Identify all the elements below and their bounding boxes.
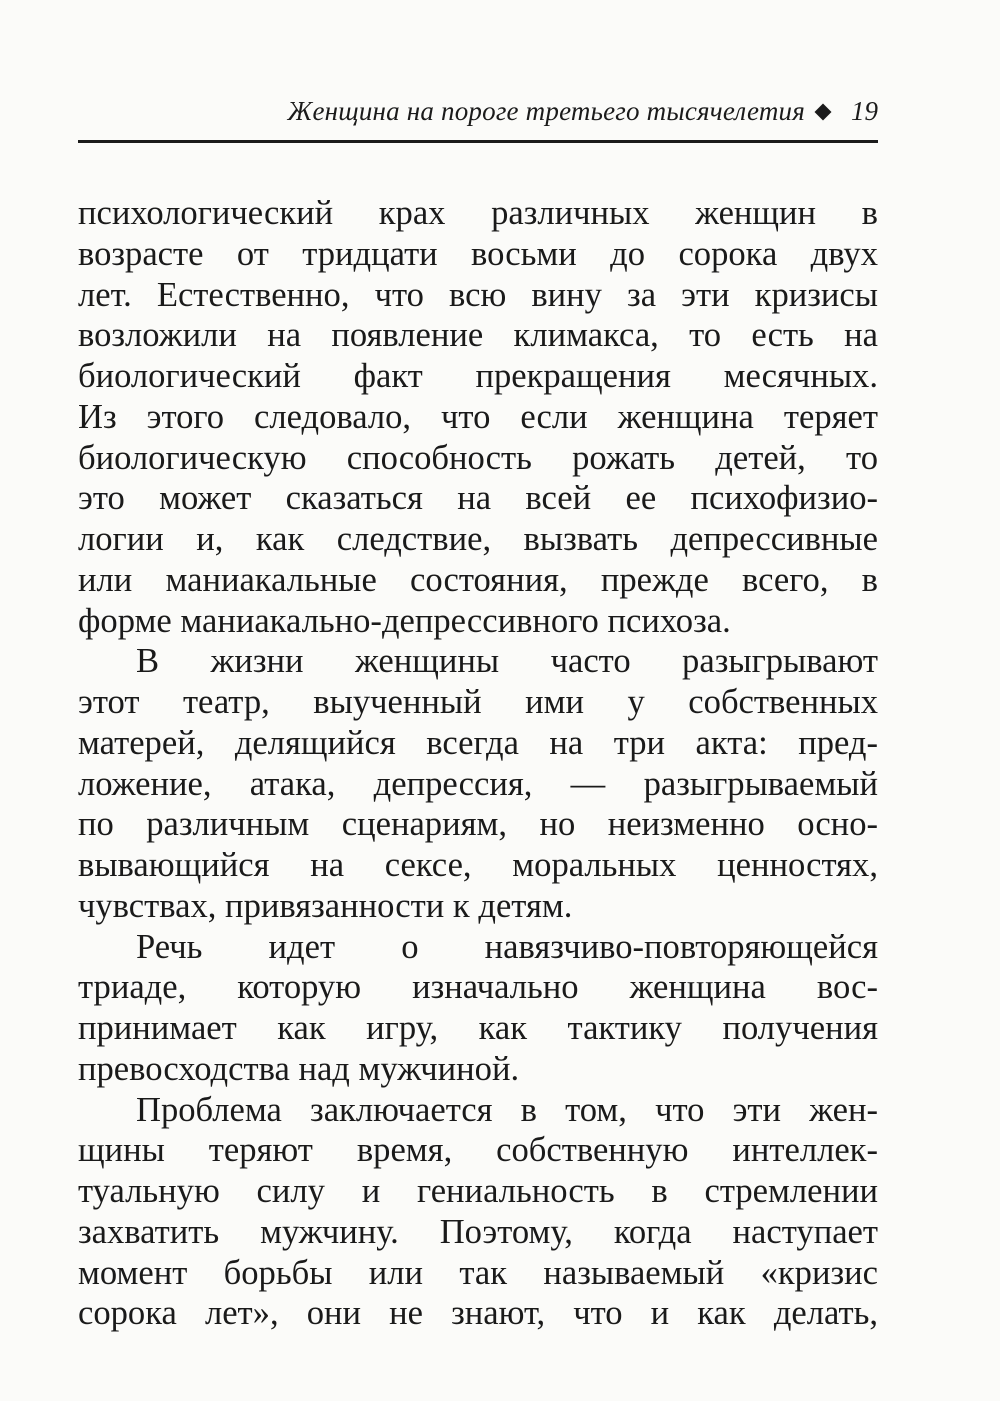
text-line: захватить мужчину. Поэтому, когда наступает bbox=[78, 1212, 878, 1251]
running-title: Женщина на пороге третьего тысячелетия bbox=[287, 96, 805, 126]
text-line: туальную силу и гениальность в стремлении bbox=[78, 1172, 878, 1210]
running-header bbox=[78, 96, 878, 140]
body-text bbox=[78, 193, 878, 1334]
text-line: биологическую способность рожать детей, то bbox=[78, 438, 878, 477]
text-line: логии и, как следствие, вызвать депрессивные bbox=[78, 520, 878, 558]
text-line: матерей, делящийся всегда на три акта: пред- bbox=[78, 723, 878, 762]
text-line: Из этого следовало, что если женщина теряет bbox=[78, 397, 878, 436]
text-line: ложение, атака, депрессия, — разыгрываемый bbox=[78, 764, 878, 803]
text-line: принимает как игру, как тактику получения bbox=[78, 1009, 878, 1047]
header-rule bbox=[78, 140, 878, 143]
page-number: 19 bbox=[851, 96, 878, 126]
text-line: лет. Естественно, что всю вину за эти кризисы bbox=[78, 275, 878, 314]
text-line: возрасте от тридцати восьми до сорока двух bbox=[78, 234, 878, 273]
text-line: психологический крах различных женщин в bbox=[78, 194, 878, 232]
text-line: превосходства над мужчиной. bbox=[78, 1049, 520, 1088]
paragraph-first-line: В жизни женщины часто разыгрывают bbox=[136, 642, 878, 681]
paragraph-first-line: Речь идет о навязчиво-повторяющейся bbox=[136, 927, 878, 966]
text-line: чувствах, привязанности к детям. bbox=[78, 886, 573, 925]
text-line: этот театр, выученный ими у собственных bbox=[78, 683, 878, 721]
paragraph-first-line: Проблема заключается в том, что эти жен- bbox=[136, 1090, 878, 1129]
text-line: вывающийся на сексе, моральных ценностях, bbox=[78, 846, 878, 884]
text-line: по различным сценариям, но неизменно осно- bbox=[78, 805, 878, 844]
text-line: возложили на появление климакса, то есть на bbox=[78, 316, 878, 355]
text-line: биологический факт прекращения месячных. bbox=[78, 357, 878, 395]
text-line: триаде, которую изначально женщина вос- bbox=[78, 968, 878, 1007]
text-line: форме маниакально-депрессивного психоза. bbox=[78, 601, 731, 640]
text-line: момент борьбы или так называемый «кризис bbox=[78, 1253, 878, 1292]
diamond-icon bbox=[815, 104, 832, 121]
text-line: это может сказаться на всей ее психофизио- bbox=[78, 479, 878, 518]
text-line: щины теряют время, собственную интеллек- bbox=[78, 1131, 878, 1170]
text-line: сорока лет», они не знают, что и как делать, bbox=[78, 1294, 878, 1333]
text-line: или маниакальные состояния, прежде всего, в bbox=[78, 560, 878, 599]
